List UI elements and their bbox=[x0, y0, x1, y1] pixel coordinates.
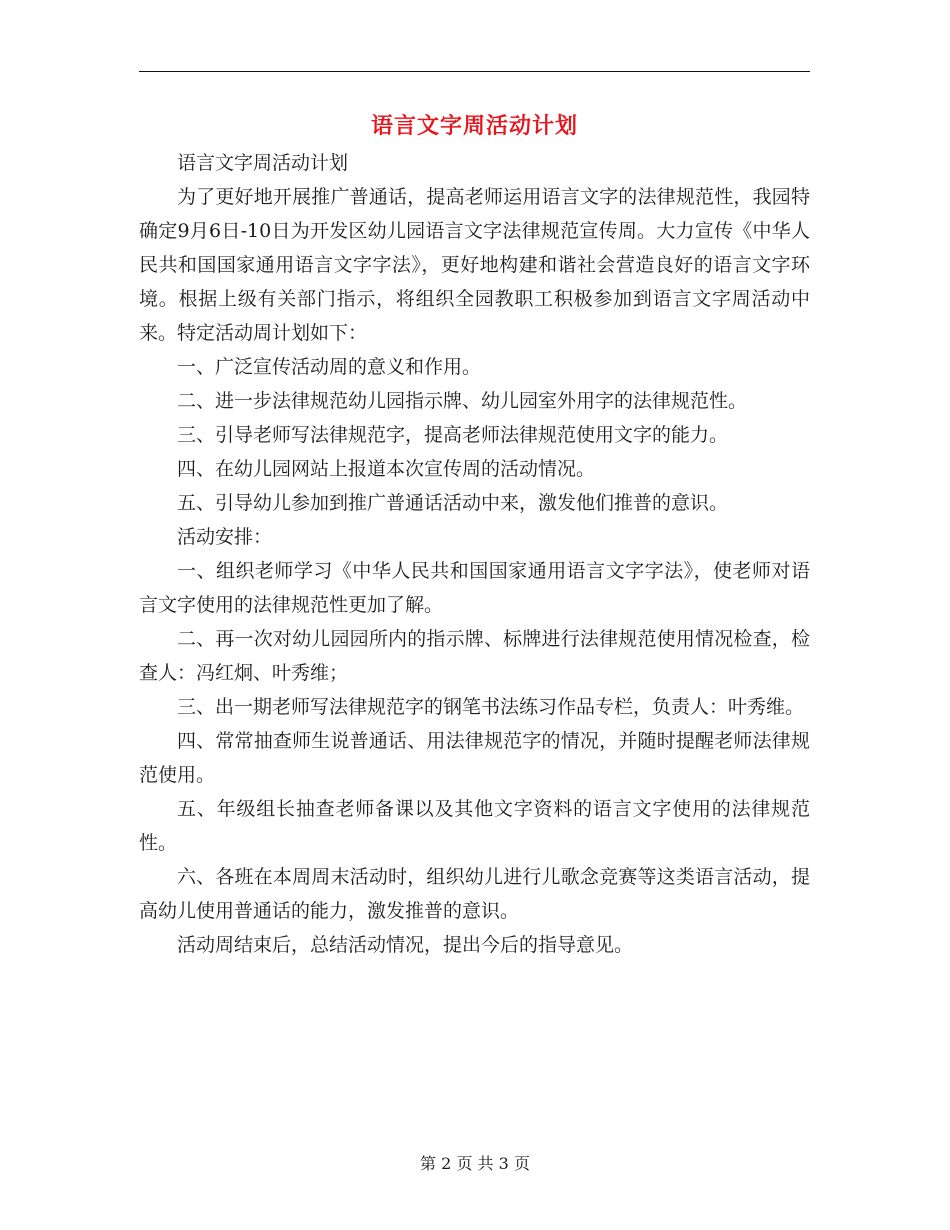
paragraph: 一、广泛宣传活动周的意义和作用。 bbox=[177, 356, 482, 378]
document-title: 语言文字周活动计划 bbox=[370, 113, 578, 139]
paragraph: 五、引导幼儿参加到推广普通话活动中来，激发他们推普的意识。 bbox=[177, 492, 729, 514]
paragraph: 活动安排： bbox=[177, 526, 273, 548]
paragraph: 三、引导老师写法律规范字，提高老师法律规范使用文字的能力。 bbox=[177, 424, 729, 446]
document-body bbox=[139, 146, 810, 962]
paragraph: 二、进一步法律规范幼儿园指示牌、幼儿园室外用字的法律规范性。 bbox=[177, 390, 748, 412]
paragraph: 活动周结束后，总结活动情况，提出今后的指导意见。 bbox=[177, 934, 634, 956]
page-footer bbox=[0, 1152, 950, 1176]
footer-prefix: 第 bbox=[420, 1154, 437, 1173]
footer-current-page: 2 bbox=[441, 1154, 452, 1173]
paragraph: 为了更好地开展推广普通话，提高老师运用语言文字的法律规范性，我园特确定9月6日-10日为开发区幼儿园语言文字法律规范宣传周。大力宣传《中华人民共和国国家通用语言文字字法》，更好地构建和谐社会营造良好的语言文字环境。根据上级有关部门指示，将组织全园教职工积极参加到语言文字周活动中来。特定活动周计划如下： bbox=[139, 186, 810, 344]
paragraph: 三、出一期老师写法律规范字的钢笔书法练习作品专栏，负责人：叶秀维。 bbox=[177, 696, 805, 718]
footer-total-pages: 3 bbox=[498, 1154, 509, 1173]
paragraph: 四、常常抽查师生说普通话、用法律规范字的情况，并随时提醒老师法律规范使用。 bbox=[139, 730, 810, 786]
paragraph: 六、各班在本周周末活动时，组织幼儿进行儿歌念竞赛等这类语言活动，提高幼儿使用普通话的能力，激发推普的意识。 bbox=[139, 866, 810, 922]
paragraph: 二、再一次对幼儿园园所内的指示牌、标牌进行法律规范使用情况检查，检查人：冯红炯、叶秀维； bbox=[139, 628, 810, 684]
paragraph: 五、年级组长抽查老师备课以及其他文字资料的语言文字使用的法律规范性。 bbox=[139, 798, 810, 854]
header-rule bbox=[139, 71, 810, 72]
paragraph: 四、在幼儿园网站上报道本次宣传周的活动情况。 bbox=[177, 458, 596, 480]
footer-total-label: 共 bbox=[477, 1154, 494, 1173]
paragraph: 语言文字周活动计划 bbox=[177, 152, 349, 174]
footer-page-label: 页 bbox=[456, 1154, 473, 1173]
footer-suffix: 页 bbox=[513, 1154, 530, 1173]
paragraph: 一、组织老师学习《中华人民共和国国家通用语言文字字法》，使老师对语言文字使用的法律规范性更加了解。 bbox=[139, 560, 810, 616]
